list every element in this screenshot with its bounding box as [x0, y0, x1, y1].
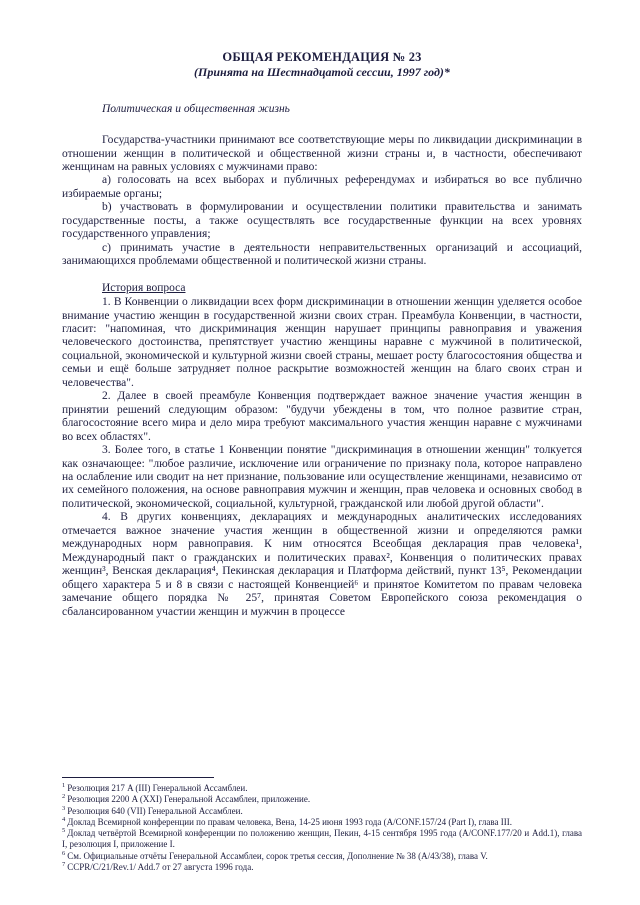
footnote-7 [62, 862, 582, 873]
paragraph-1: 1. В Конвенции о ликвидации всех форм дискриминации в отношении женщин уделяется особое внимание участию женщин в государственной жизни своих стран. Преамбула Конвенции, в частности, гласит: "напоминая, что дискриминация женщин нарушает принципы равноправия и уважения человеческого достоинства, препятствует участию женщины наравне с мужчиной в политической, социальной, экономической и культурной жизни своей страны, мешает росту благосостояния общества и семьи и ещё больше затрудняет полное раскрытие возможностей женщин на благо своих стран и человечества". [62, 296, 582, 389]
paragraph-3: 3. Более того, в статье 1 Конвенции понятие "дискриминация в отношении женщин" толкуется как означающее: "любое различие, исключение или ограничение по признаку пола, которое направлено на ослабление или сводит на нет признание, пользование или осуществление женщинами, независимо от их семейного положения, на основе равноправия мужчин и женщин, прав человека и основных свобод в политической, экономической, социальной, культурной, гражданской или любой другой области". [62, 444, 582, 510]
document-title: ОБЩАЯ РЕКОМЕНДАЦИЯ № 23 [222, 50, 422, 64]
footnote-2 [62, 794, 582, 805]
footnote-marker: 5 [62, 827, 66, 834]
list-item-c: c) принимать участие в деятельности неправительственных организаций и ассоциаций, занимающихся проблемами общественной и политической жизни страны. [62, 241, 582, 268]
list-item-a: a) голосовать на всех выборах и публичных референдумах и избираться во все публично избираемые органы; [62, 174, 582, 200]
footnote-text: CCPR/C/21/Rev.1/ Add.7 от 27 августа 1996 года. [67, 861, 254, 872]
footnote-text: См. Официальные отчёты Генеральной Ассамблеи, сорок третья сессия, Дополнение № 38 (A/43/38), глава V. [67, 850, 488, 861]
footnote-area [62, 767, 582, 873]
history-heading: История вопроса [102, 281, 186, 294]
footnote-marker: 6 [62, 849, 66, 857]
footnote-marker: 7 [62, 860, 66, 868]
footnote-text: Резолюция 640 (VII) Генеральной Ассамблеи. [67, 805, 243, 816]
footnote-separator [62, 777, 214, 778]
footnote-marker: 4 [62, 815, 66, 823]
paragraph-2: 2. Далее в своей преамбуле Конвенция подтверждает важное значение участия женщин в принятии решений следующим образом: "будучи убеждены в том, что полное развитие стран, благосостояние всего мира и дело мира требуют максимального участия женщин наравне с мужчинами во всех областях". [62, 390, 582, 443]
footnote-1 [62, 783, 582, 794]
paragraph-4: 4. В других конвенциях, декларациях и международных аналитических исследованиях отмечается важное значение участия женщин в общественной жизни и определяются рамки международных норм равноправия. К ним относятся Всеобщая декларация прав человека¹, Международный пакт о гражданских и политических правах², Конвенция о политических правах женщин³, Венская декларация⁴, Пекинская декларация и Платформа действий, пункт 13⁵, Рекомендации общего характера 5 и 8 в связи с настоящей Конвенцией⁶ и принятое Комитетом по правам человека замечание общего порядка № 25⁷, принятая Советом Европейского союза рекомендация о сбалансированном участии женщин и мужчин в процессе [62, 511, 582, 618]
footnote-text: Резолюция 217 A (III) Генеральной Ассамблеи. [67, 783, 248, 793]
footnote-4 [62, 817, 582, 828]
footnote-3 [62, 806, 582, 817]
intro-paragraph: Государства-участники принимают все соответствующие меры по ликвидации дискриминации в отношении женщин в политической и общественной жизни страны и, в частности, обеспечивают женщинам на равных условиях с мужчинами право: [62, 134, 582, 174]
footnote-5 [62, 828, 582, 851]
footnote-text: Доклад Всемирной конференции по правам человека, Вена, 14-25 июня 1993 года (A/CONF.157/24 (Part I), глава III. [67, 816, 512, 827]
footnote-marker: 2 [62, 793, 66, 801]
footnote-text: Доклад четвёртой Всемирной конференции по положению женщин, Пекин, 4-15 сентября 1995 года (A/CONF.177/20 и Add.1), глава I, резолюция I, приложение I. [62, 828, 582, 850]
footnote-6 [62, 851, 582, 862]
section-heading: Политическая и общественная жизнь [102, 102, 290, 115]
footnote-text: Резолюция 2200 A (XXI) Генеральной Ассамблеи, приложение. [67, 794, 311, 805]
list-item-b: b) участвовать в формулировании и осуществлении политики правительства и занимать государственные посты, а также осуществлять все государственные функции на всех уровнях государственного управления; [62, 201, 582, 241]
footnote-marker: 1 [62, 782, 66, 789]
footnote-marker: 3 [62, 804, 66, 812]
document-subtitle: (Принята на Шестнадцатой сессии, 1997 год)* [194, 64, 450, 79]
